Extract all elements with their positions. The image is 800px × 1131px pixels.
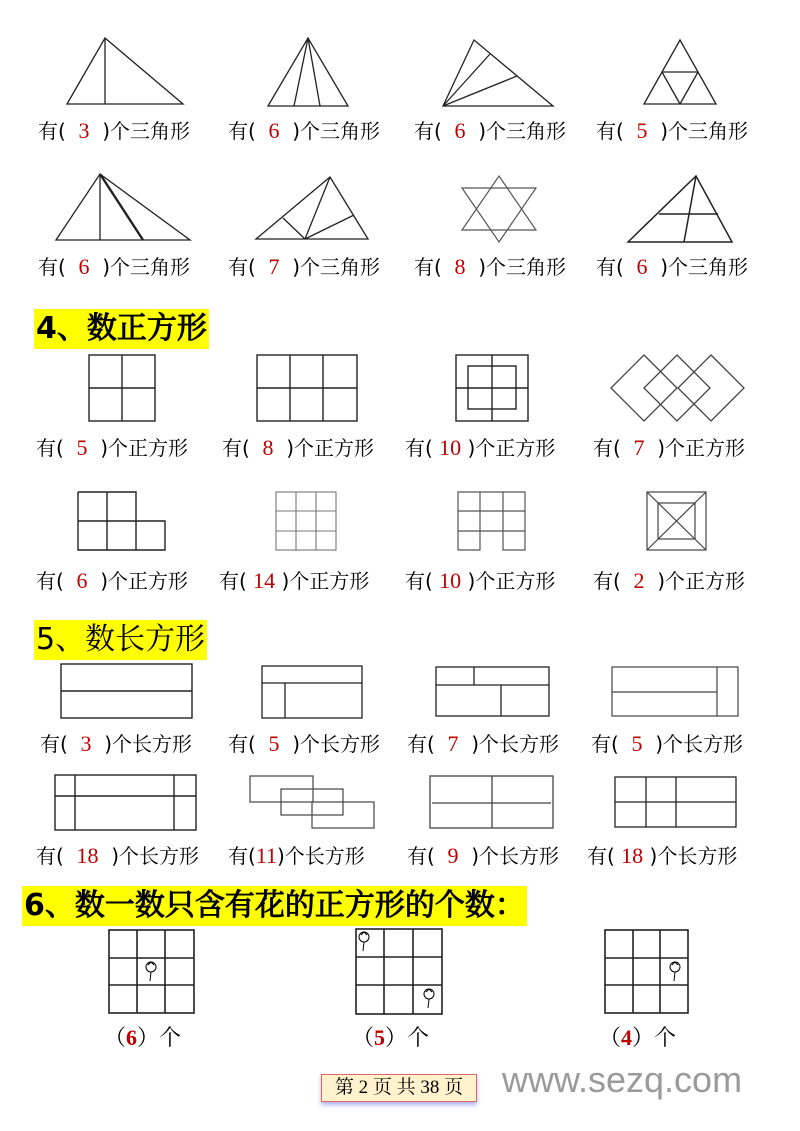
triangle-caption-8: 有( 6 )个三角形 bbox=[596, 254, 749, 279]
flower-caption-1: （6）个 bbox=[104, 1025, 182, 1051]
rectangle-figure-2 bbox=[261, 665, 363, 719]
rectangle-caption-5: 有( 18 )个长方形 bbox=[36, 843, 200, 868]
triangle-caption-5: 有( 6 )个三角形 bbox=[38, 254, 191, 279]
rectangle-figure-4 bbox=[611, 666, 739, 718]
triangle-caption-1: 有( 3 )个三角形 bbox=[38, 118, 191, 143]
triangle-figure-5 bbox=[54, 172, 192, 242]
answer: 11 bbox=[255, 843, 277, 868]
square-figure-1 bbox=[88, 354, 156, 422]
answer: 6 bbox=[78, 254, 90, 279]
square-caption-4: 有( 7 )个正方形 bbox=[593, 435, 746, 460]
answer: 2 bbox=[633, 568, 645, 593]
flower-icon bbox=[146, 962, 156, 981]
section-heading-squares: 4、数正方形 bbox=[34, 309, 209, 349]
answer: 10 bbox=[439, 568, 462, 593]
triangle-figure-7 bbox=[460, 174, 538, 244]
answer: 9 bbox=[447, 843, 459, 868]
triangle-figure-6 bbox=[254, 175, 370, 241]
answer: 3 bbox=[80, 731, 92, 756]
flower-icon bbox=[359, 932, 369, 951]
triangle-caption-3: 有( 6 )个三角形 bbox=[414, 118, 567, 143]
flower-caption-2: （5）个 bbox=[352, 1025, 430, 1051]
flower-grid-2 bbox=[355, 928, 443, 1016]
answer: 18 bbox=[76, 843, 99, 868]
answer: 7 bbox=[447, 731, 459, 756]
square-figure-4 bbox=[611, 354, 745, 422]
answer: 3 bbox=[78, 118, 90, 143]
rectangle-figure-8 bbox=[614, 776, 738, 828]
section-heading-flowers: 6、数一数只含有花的正方形的个数： bbox=[22, 886, 527, 926]
rectangle-figure-1 bbox=[60, 663, 194, 719]
square-figure-5 bbox=[77, 491, 167, 551]
answer: 7 bbox=[633, 435, 645, 460]
triangle-figure-1 bbox=[65, 36, 185, 106]
answer: 5 bbox=[631, 731, 643, 756]
square-caption-1: 有( 5 )个正方形 bbox=[36, 435, 189, 460]
watermark: www.sezq.com bbox=[502, 1059, 743, 1100]
flower-grid-3 bbox=[604, 929, 690, 1015]
answer: 5 bbox=[268, 731, 280, 756]
square-figure-3 bbox=[455, 354, 529, 422]
square-caption-3: 有( 10 )个正方形 bbox=[405, 435, 556, 460]
rectangle-figure-3 bbox=[435, 666, 551, 718]
rectangle-figure-6 bbox=[249, 775, 377, 829]
square-caption-2: 有( 8 )个正方形 bbox=[222, 435, 375, 460]
answer: 5 bbox=[76, 435, 88, 460]
rectangle-caption-8: 有( 18 )个长方形 bbox=[587, 843, 738, 868]
answer: 8 bbox=[262, 435, 274, 460]
rectangle-caption-3: 有( 7 )个长方形 bbox=[407, 731, 560, 756]
answer: 18 bbox=[621, 843, 644, 868]
answer: 8 bbox=[454, 254, 466, 279]
square-caption-8: 有( 2 )个正方形 bbox=[593, 568, 746, 593]
triangle-caption-6: 有( 7 )个三角形 bbox=[228, 254, 381, 279]
answer: 6 bbox=[636, 254, 648, 279]
square-figure-8 bbox=[646, 491, 708, 551]
rectangle-figure-7 bbox=[429, 775, 555, 829]
answer: 10 bbox=[439, 435, 462, 460]
triangle-figure-8 bbox=[626, 174, 734, 244]
square-figure-6 bbox=[275, 491, 337, 551]
rectangle-figure-5 bbox=[54, 774, 198, 832]
flower-icon bbox=[424, 989, 434, 1008]
triangle-figure-3 bbox=[441, 38, 555, 108]
answer: 14 bbox=[253, 568, 276, 593]
rectangle-caption-1: 有( 3 )个长方形 bbox=[40, 731, 193, 756]
rectangle-caption-2: 有( 5 )个长方形 bbox=[228, 731, 381, 756]
answer: 4 bbox=[621, 1025, 633, 1050]
answer: 5 bbox=[636, 118, 648, 143]
flower-icon bbox=[670, 962, 680, 981]
square-figure-2 bbox=[256, 354, 358, 422]
square-figure-7 bbox=[457, 491, 527, 551]
answer: 6 bbox=[76, 568, 88, 593]
section-heading-rectangles: 5、数长方形 bbox=[34, 620, 207, 660]
triangle-caption-2: 有( 6 )个三角形 bbox=[228, 118, 381, 143]
square-caption-6: 有( 14 )个正方形 bbox=[219, 568, 370, 593]
triangle-figure-4 bbox=[642, 38, 720, 106]
answer: 6 bbox=[268, 118, 280, 143]
answer: 7 bbox=[268, 254, 280, 279]
square-caption-5: 有( 6 )个正方形 bbox=[36, 568, 189, 593]
triangle-caption-4: 有( 5 )个三角形 bbox=[596, 118, 749, 143]
square-caption-7: 有( 10 )个正方形 bbox=[405, 568, 556, 593]
answer: 6 bbox=[454, 118, 466, 143]
answer: 6 bbox=[126, 1025, 138, 1050]
flower-caption-3: （4）个 bbox=[599, 1025, 677, 1051]
answer: 5 bbox=[374, 1025, 386, 1050]
rectangle-caption-7: 有( 9 )个长方形 bbox=[407, 843, 560, 868]
triangle-caption-7: 有( 8 )个三角形 bbox=[414, 254, 567, 279]
triangle-figure-2 bbox=[266, 36, 350, 108]
flower-grid-1 bbox=[108, 929, 196, 1015]
rectangle-caption-4: 有( 5 )个长方形 bbox=[591, 731, 744, 756]
page-number: 第 2 页 共 38 页 bbox=[321, 1074, 477, 1102]
rectangle-caption-6: 有(11)个长方形 bbox=[228, 843, 365, 868]
